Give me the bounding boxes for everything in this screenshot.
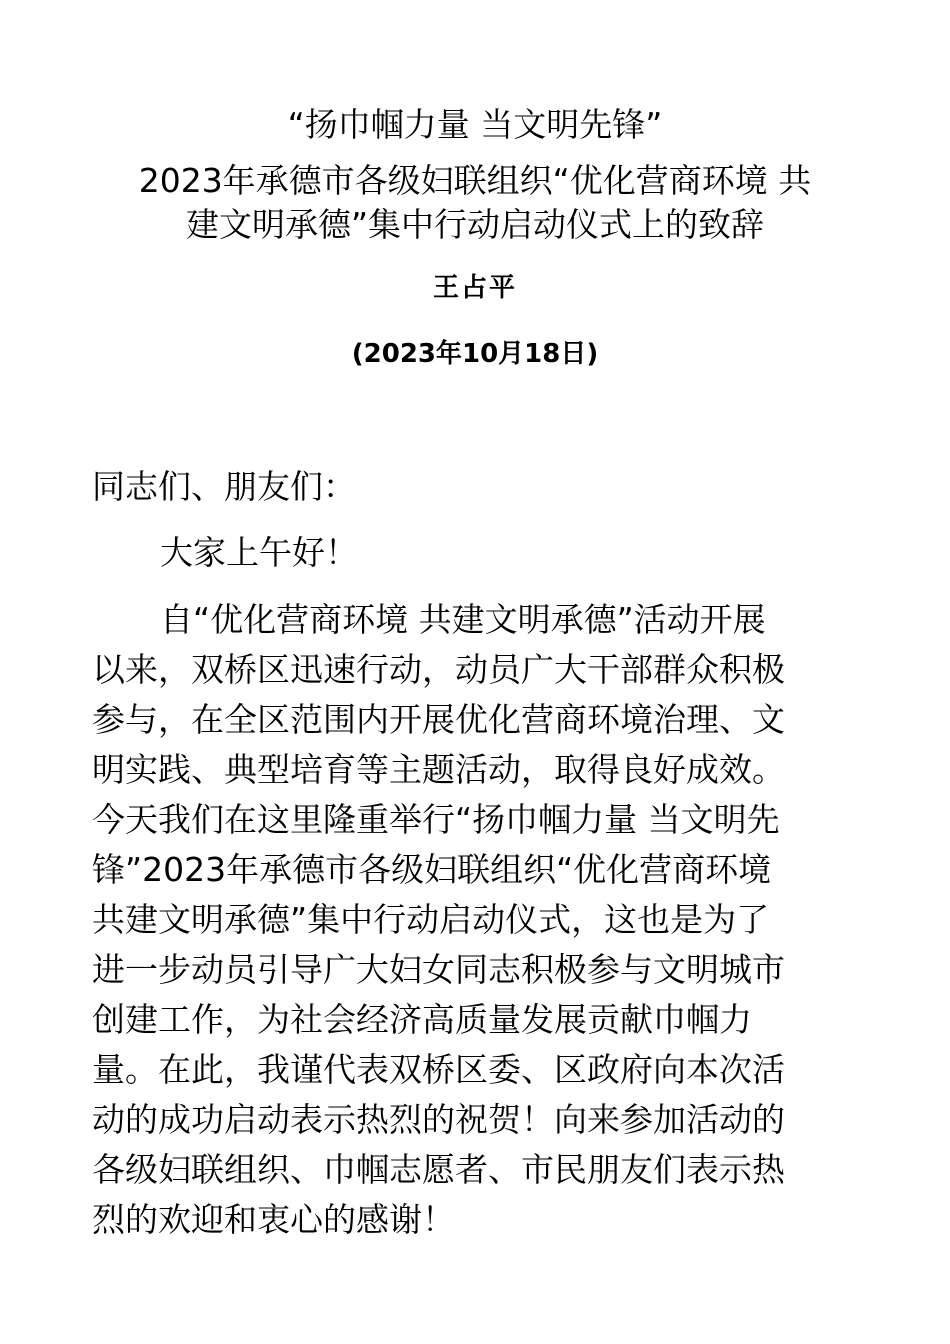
paragraph-line: 动的成功启动表示热烈的祝贺！向来参加活动的 (92, 1100, 785, 1139)
greeting: 大家上午好！ (160, 533, 358, 572)
author-name: 王占平 (432, 273, 517, 303)
speech-date: (2023年10月18日) (351, 339, 599, 369)
paragraph-line: 共建文明承德”集中行动启动仪式，这也是为了 (92, 900, 770, 939)
paragraph-line: 以来，双桥区迅速行动，动员广大干部群众积极 (92, 650, 785, 689)
title-line-1: “扬巾帼力量 当文明先锋” (287, 105, 663, 144)
paragraph-line: 今天我们在这里隆重举行“扬巾帼力量 当文明先 (92, 800, 780, 839)
title-line-3: 建文明承德”集中行动启动仪式上的致辞 (185, 205, 765, 244)
paragraph-line: 锋”2023年承德市各级妇联组织“优化营商环境 (92, 850, 772, 889)
paragraph-line: 各级妇联组织、巾帼志愿者、市民朋友们表示热 (92, 1150, 785, 1189)
paragraph-line: 创建工作，为社会经济高质量发展贡献巾帼力 (92, 1000, 752, 1039)
paragraph-line: 量。在此，我谨代表双桥区委、区政府向本次活 (92, 1050, 785, 1089)
paragraph-line: 明实践、典型培育等主题活动，取得良好成效。 (92, 750, 785, 789)
title-line-2: 2023年承德市各级妇联组织“优化营商环境 共 (138, 161, 812, 200)
paragraph-line: 进一步动员引导广大妇女同志积极参与文明城市 (92, 950, 785, 989)
paragraph-line: 烈的欢迎和衷心的感谢！ (92, 1200, 455, 1239)
paragraph-line: 自“优化营商环境 共建文明承德”活动开展 (160, 600, 766, 639)
salutation: 同志们、朋友们： (92, 467, 356, 506)
paragraph-line: 参与，在全区范围内开展优化营商环境治理、文 (92, 700, 785, 739)
